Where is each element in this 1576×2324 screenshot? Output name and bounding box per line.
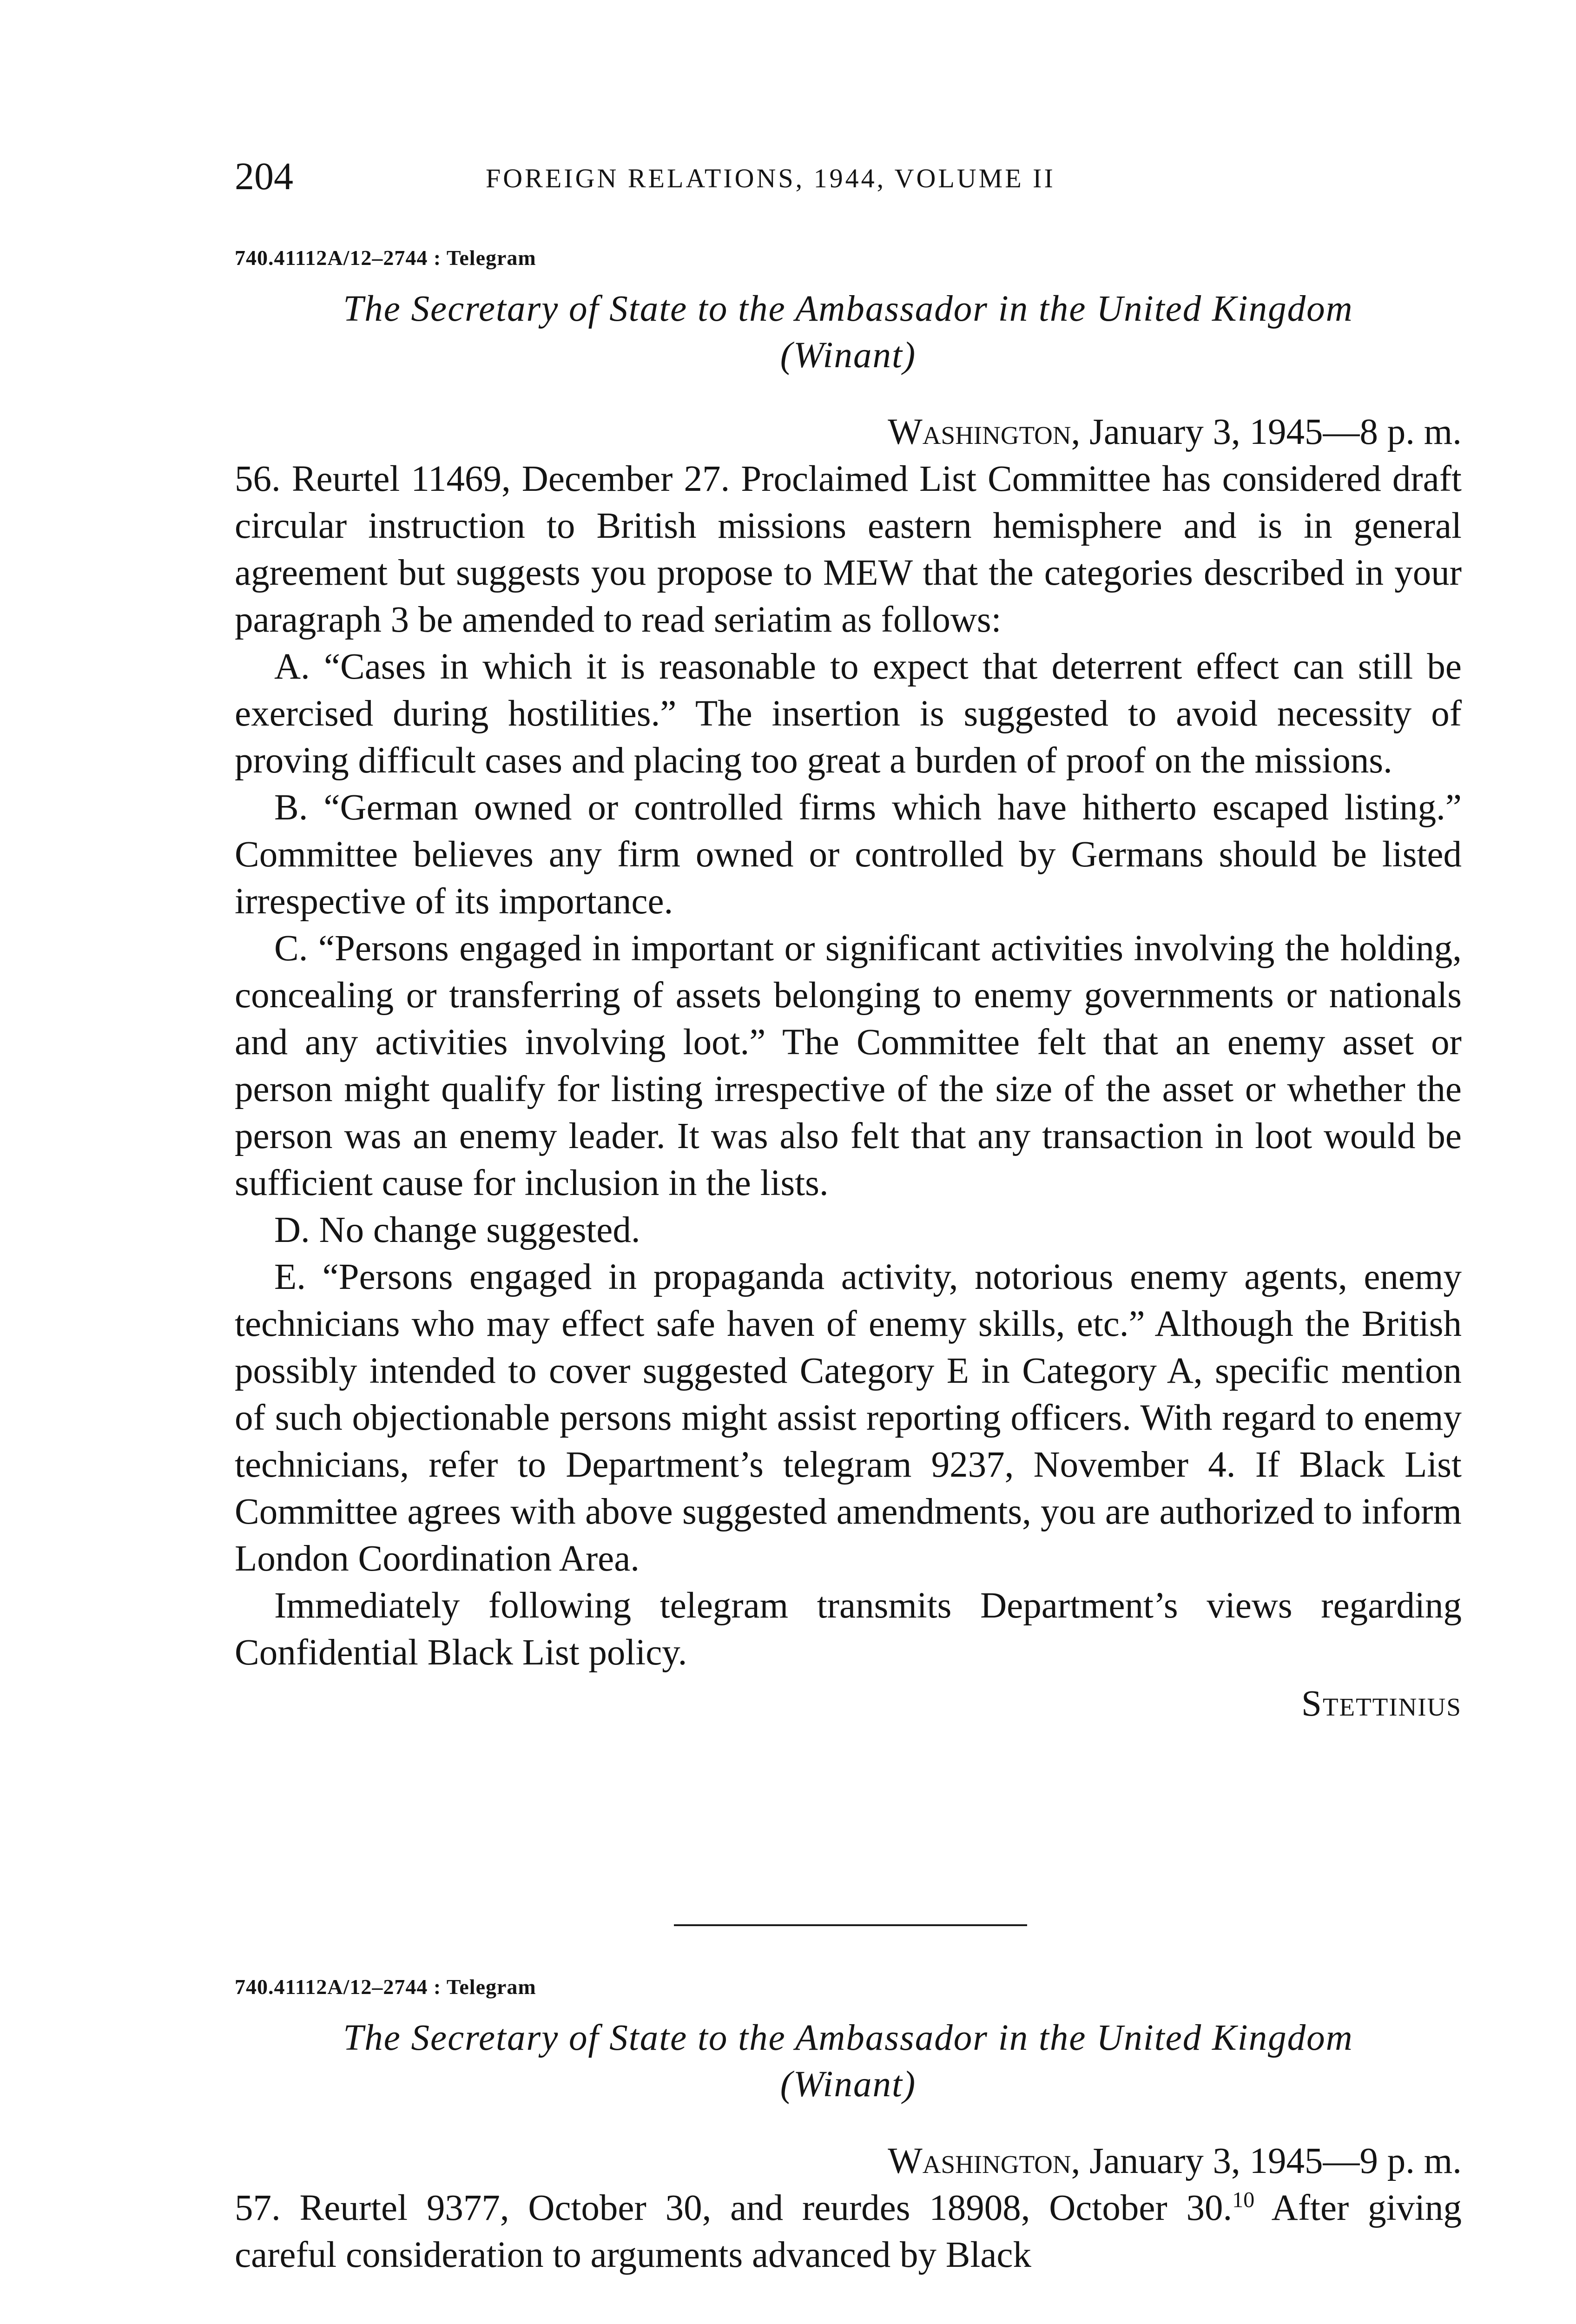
telegram-body (235, 456, 1462, 1676)
paragraph-category-c: C. “Persons engaged in important or significant activities involving the holding, concealing or transferring of assets belonging to enemy governments or nationals and any activities involving loot.” The Committee felt that an enemy asset or person might qualify for listing irrespective of the size of the asset or whether the person was an enemy leader. It was also felt that any transaction in loot would be sufficient cause for inclusion in the lists. (235, 928, 1462, 1203)
page-number: 204 (235, 155, 293, 198)
footnote-reference[interactable]: 10 (1232, 2187, 1255, 2212)
paragraph-category-b: B. “German owned or controlled firms which have hitherto escaped listing.” Committee believes any firm owned or controlled by Germans should be listed irrespective of its importance. (235, 787, 1462, 922)
document-1 (235, 239, 1462, 1727)
dateline-place: Washington (888, 412, 1071, 452)
paragraph-text: After giving careful consideration to arguments advanced by Black (235, 2188, 1462, 2275)
addressing-line: (Winant) (780, 335, 917, 376)
paragraph-category-d: D. No change suggested. (274, 1210, 640, 1250)
paragraph-category-e: E. “Persons engaged in propaganda activity, notorious enemy agents, enemy technicians who may effect safe haven of enemy skills, etc.” Although the British possibly intended to cover suggested Category E in Category A, specific mention of such objectionable persons might assist reporting officers. With regard to enemy technicians, refer to Department’s telegram 9237, November 4. If Black List Committee agrees with above suggested amendments, you are authorized to inform London Coordination Area. (235, 1257, 1462, 1579)
signature: Stettinius (1301, 1684, 1462, 1724)
separator-rule (674, 1924, 1027, 1926)
dateline-place: Washington (888, 2141, 1071, 2181)
addressing-line: The Secretary of State to the Ambassador in the United Kingdom (343, 2018, 1353, 2058)
addressing-line: (Winant) (780, 2064, 917, 2105)
paragraph: 56. Reurtel 11469, December 27. Proclaimed List Committee has considered draft circular instruction to British missions eastern hemisphere and is in general agreement but suggests you propose to MEW that the categories described in your paragraph 3 be amended to read seriatim as follows: (235, 459, 1462, 640)
dateline (235, 409, 1462, 456)
dateline (235, 2138, 1462, 2185)
running-head (235, 153, 1462, 205)
dateline-date: , January 3, 1945—8 p. m. (1071, 412, 1462, 452)
document-reference: 740.41112A/12–2744 : Telegram (235, 1975, 536, 1999)
addressing (235, 2015, 1462, 2108)
telegram-body (235, 2185, 1462, 2278)
paragraph: Immediately following telegram transmits Department’s views regarding Confidential Black List policy. (235, 1585, 1462, 1673)
document-reference: 740.41112A/12–2744 : Telegram (235, 246, 536, 270)
addressing (235, 286, 1462, 379)
addressing-line: The Secretary of State to the Ambassador in the United Kingdom (343, 289, 1353, 329)
paragraph-text: 57. Reurtel 9377, October 30, and reurdes 18908, October 30. (235, 2188, 1233, 2228)
paragraph (235, 2185, 1462, 2278)
dateline-date: , January 3, 1945—9 p. m. (1071, 2141, 1462, 2181)
document-2 (235, 1968, 1462, 2278)
running-title: FOREIGN RELATIONS, 1944, VOLUME II (486, 163, 1055, 193)
paragraph-category-a: A. “Cases in which it is reasonable to expect that deterrent effect can still be exercised during hostilities.” The insertion is suggested to avoid necessity of proving difficult cases and placing too great a burden of proof on the missions. (235, 647, 1462, 781)
